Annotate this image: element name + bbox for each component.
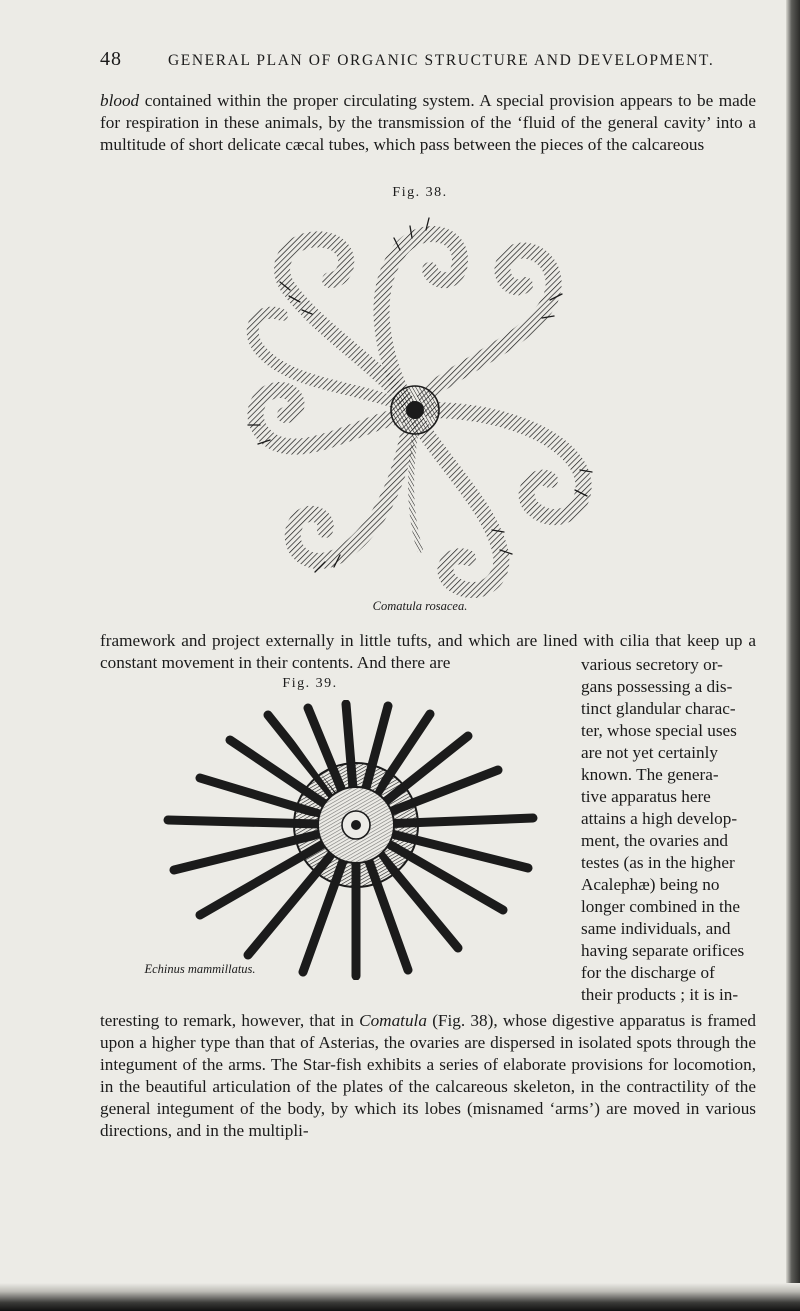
- wrap-line: same individuals, and: [581, 919, 731, 938]
- wrap-line: their products ; it is in-: [581, 985, 739, 1004]
- figure-38-caption: Comatula rosacea.: [372, 599, 468, 613]
- top-paragraph: [100, 90, 756, 156]
- bottom-paragraph-part2: (Fig. 38), whose digestive apparatus is framed upon a higher type than that of Asterias, the ovaries are dispersed in isolated spots through the integument of the arms. The Star-fish exhibits a series of elaborate provisions for locomotion, in the beautiful articulation of the plates of the calcareous skeleton, in the contractility of the general integument of the body, by which its lobes (misnamed ‘arms’) are moved in various directions, and in the multipli-: [100, 1011, 756, 1140]
- wrap-line: ment, the ovaries and: [581, 831, 729, 850]
- wrap-line: having separate orifices: [581, 941, 745, 960]
- running-head: GENERAL PLAN OF ORGANIC STRUCTURE AND DEVELOPMENT.: [168, 52, 715, 69]
- wrapped-text-column: [581, 654, 756, 1006]
- bottom-scan-shadow: [0, 1283, 800, 1311]
- page-header: [0, 44, 760, 84]
- middle-paragraph: framework and project externally in little tufts, and which are lined with cilia that keep up a constant movement in their contents. And there are: [100, 631, 756, 672]
- wrap-line: ter, whose special uses: [581, 721, 737, 740]
- page-number: 48: [100, 48, 122, 70]
- figure-39-echinus-illustration: [138, 700, 558, 980]
- page-edge-shadow: [786, 0, 800, 1311]
- wrap-line: Acalephæ) being no: [581, 875, 720, 894]
- top-paragraph-italic-lead: blood: [100, 91, 140, 110]
- figure-38-comatula-illustration: [230, 210, 620, 605]
- wrap-line: known. The genera-: [581, 765, 719, 784]
- wrap-line: attains a high develop-: [581, 809, 738, 828]
- wrap-line: for the discharge of: [581, 963, 715, 982]
- figure-39-label: Fig. 39.: [282, 676, 338, 691]
- bottom-paragraph: [100, 1010, 756, 1142]
- wrap-line: gans possessing a dis-: [581, 677, 733, 696]
- figure-39-caption: Echinus mammillatus.: [144, 962, 256, 976]
- wrap-line: tinct glandular charac-: [581, 699, 736, 718]
- wrap-line: testes (as in the higher: [581, 853, 735, 872]
- figure-38-label: Fig. 38.: [392, 185, 448, 200]
- bottom-paragraph-part1: teresting to remark, however, that in: [100, 1011, 360, 1030]
- wrap-line: longer combined in the: [581, 897, 740, 916]
- wrap-line: various secretory or-: [581, 655, 723, 674]
- bottom-paragraph-italic: Comatula: [359, 1011, 427, 1030]
- wrap-line: tive apparatus here: [581, 787, 711, 806]
- top-paragraph-text: contained within the proper circulating system. A special provision appears to be made for respiration in these animals, by the transmission of the ‘fluid of the general cavity’ into a multitude of short delicate cæcal tubes, which pass between the pieces of the calcareous: [100, 91, 756, 154]
- wrap-line: are not yet certainly: [581, 743, 718, 762]
